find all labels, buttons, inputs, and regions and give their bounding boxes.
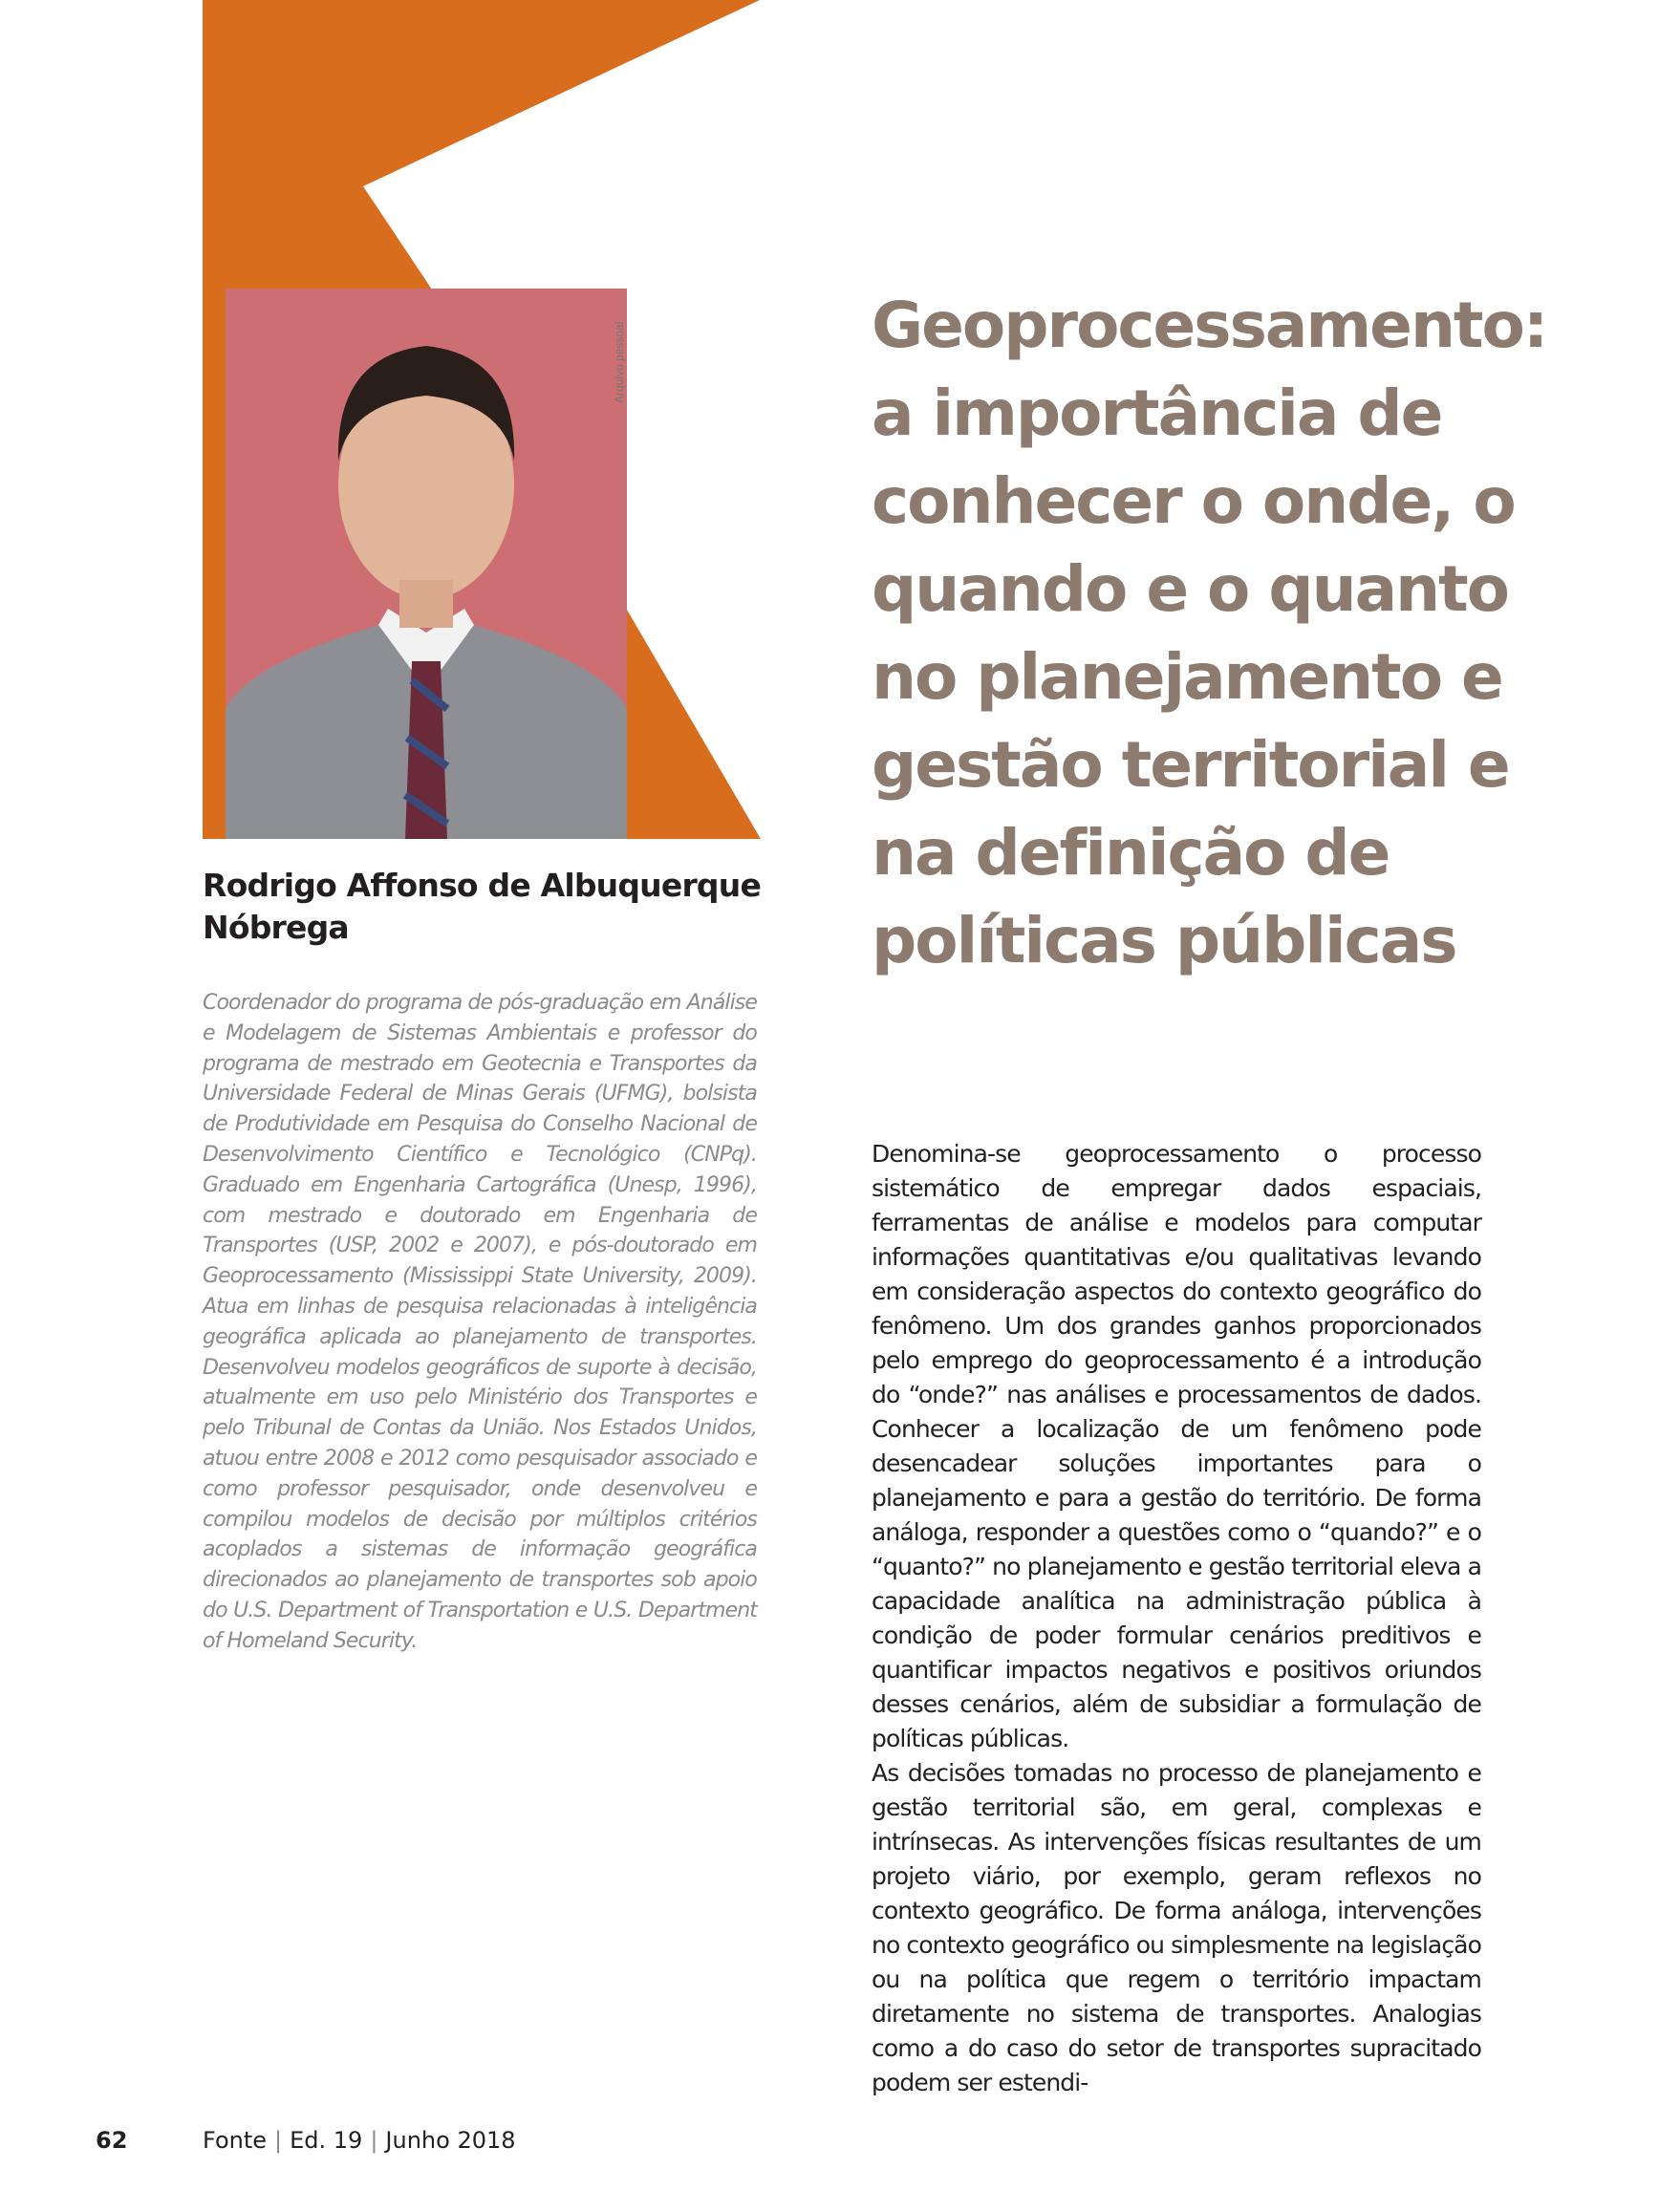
article-paragraph-2: As decisões tomadas no processo de planejamento e gestão territorial são, em geral, complexas e intrínsecas. As intervenções físicas resultantes de um projeto viário, por exemplo, geram reflexos no contexto geográfico. De forma análoga, intervenções no contexto geográfico ou simplesmente na legislação ou na política que regem o território impactam diretamente no sistema de transportes. Analogias como a do caso do setor de transportes supracitado podem ser estendi- — [872, 1759, 1481, 2096]
edition-label: Ed. 19 — [290, 2127, 363, 2154]
footer-separator: | — [370, 2127, 378, 2154]
author-photo — [226, 289, 627, 839]
page-number: 62 — [96, 2127, 128, 2154]
article-title: Geoprocessamento: a importância de conhecer o onde, o quando e o quanto no planejamento e gestão territorial e na definição de políticas públicas — [872, 289, 1547, 977]
author-name: Rodrigo Affonso de Albuquerque Nóbrega — [203, 867, 762, 946]
photo-credit: Arquivo pessoal — [613, 321, 626, 403]
author-bio: Coordenador do programa de pós-graduação em Análise e Modelagem de Sistemas Ambientais e professor do programa de mestrado em Geotecnia e Transportes da Universidade Federal de Minas Gerais (UFMG), bolsista de Produtividade em Pesquisa do Conselho Nacional de Desenvolvimento Científico e Tecnológico (CNPq). Graduado em Engenharia Cartográfica (Unesp, 1996), com mestrado e doutorado em Engenharia de Transportes (USP, 2002 e 2007), e pós-doutorado em Geoprocessamento (Mississippi State University, 2009). Atua em linhas de pesquisa relacionadas à inteligência geográfica aplicada ao planejamento de transportes. Desenvolveu modelos geográficos de suporte à decisão, atualmente em uso pelo Ministério dos Transportes e pelo Tribunal de Contas da União. Nos Estados Unidos, atuou entre 2008 e 2012 como pesquisador associado e como professor pesquisador, onde desenvolveu e compilou modelos de decisão por múltiplos critérios acoplados a sistemas de informação geográfica direcionados ao planejamento de transportes sob apoio do U.S. Department of Transportation e U.S. Department of Homeland Security. — [203, 991, 757, 1653]
footer-separator: | — [274, 2127, 283, 2154]
article-paragraph-1: Denomina-se geoprocessamento o processo sistemático de empregar dados espaciais, ferramentas de análise e modelos para computar informações quantitativas e/ou qualitativas levando em consideração aspectos do contexto geográfico do fenômeno. Um dos grandes ganhos proporcionados pelo emprego do geoprocessamento é a introdução do “onde?” nas análises e processamentos de dados. Conhecer a localização de um fenômeno pode desencadear soluções importantes para o planejamento e para a gestão do território. De forma análoga, responder a questões como o “quando?” e o “quanto?” no planejamento e gestão territorial eleva a capacidade analítica na administração pública à condição de poder formular cenários preditivos e quantificar impactos negativos e positivos oriundos desses cenários, além de subsidiar a formulação de políticas públicas. — [872, 1140, 1481, 1752]
publication-name: Fonte — [203, 2127, 268, 2154]
page-footer — [96, 2121, 516, 2159]
publication-date: Junho 2018 — [385, 2127, 516, 2154]
